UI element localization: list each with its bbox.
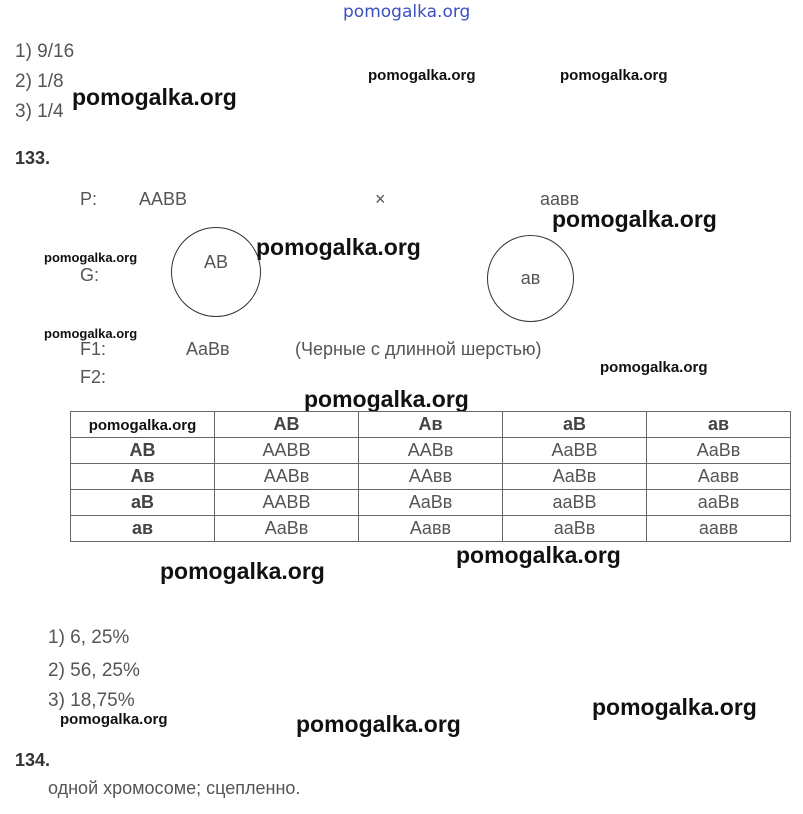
watermark: pomogalka.org [368,67,476,84]
gamete-1-label: AB [203,251,228,272]
punnett-cell: AABв [359,438,503,464]
punnett-cell: AaBв [215,516,359,542]
row-header: aB [71,490,215,516]
punnett-cell: AABв [215,464,359,490]
prev-answer-3: 3) 1/4 [15,101,64,122]
watermark: pomogalka.org [160,558,325,584]
punnett-cell: Aaвв [647,464,791,490]
watermark: pomogalka.org [88,417,197,434]
p-parent2: аавв [540,189,580,209]
punnett-row [71,490,791,516]
punnett-cell: AABB [215,438,359,464]
f1-label: F1: [80,339,107,359]
row-header: ав [71,516,215,542]
punnett-row [71,438,791,464]
punnett-cell: AaBв [647,438,791,464]
g-label: G: [80,265,100,285]
punnett-cell: aaBB [503,490,647,516]
watermark: pomogalka.org [592,694,757,720]
watermark: pomogalka.org [44,250,138,265]
f1-genotype: AaBв [186,339,230,359]
punnett-row [71,516,791,542]
watermark: pomogalka.org [600,359,708,376]
answer-2: 2) 56, 25% [48,660,140,681]
watermark: pomogalka.org [60,711,168,728]
task-134-text: одной хромосоме; сцепленно. [48,778,301,798]
watermark: pomogalka.org [560,67,668,84]
punnett-cell: AaBв [359,490,503,516]
answer-1: 1) 6, 25% [48,627,130,648]
col-header: ав [647,412,791,438]
prev-answer-2: 2) 1/8 [15,71,64,92]
gamete-circle-1 [171,227,261,317]
punnett-corner [71,412,215,438]
punnett-cell: aaвв [647,516,791,542]
p-label: P: [80,189,98,209]
punnett-cell: aaBв [503,516,647,542]
watermark: pomogalka.org [72,84,237,110]
f2-label: F2: [80,367,107,387]
punnett-row [71,464,791,490]
punnett-cell: Aaвв [359,516,503,542]
gamete-2-label: ав [520,268,541,288]
watermark: pomogalka.org [296,711,461,737]
p-parent1: AABB [139,189,188,209]
col-header: AB [215,412,359,438]
watermark: pomogalka.org [456,542,621,568]
task-number-134: 134. [15,750,51,770]
punnett-header-row [71,412,791,438]
row-header: Aв [71,464,215,490]
punnett-square [70,411,791,542]
answer-3: 3) 18,75% [48,690,135,711]
watermark: pomogalka.org [304,386,469,412]
punnett-cell: AaBв [503,464,647,490]
prev-answer-1: 1) 9/16 [15,41,75,62]
cross-symbol: × [375,189,386,209]
watermark: pomogalka.org [256,234,421,260]
punnett-cell: aaBв [647,490,791,516]
punnett-cell: AAвв [359,464,503,490]
row-header: AB [71,438,215,464]
punnett-cell: AaBB [503,438,647,464]
top-watermark: pomogalka.org [343,2,471,22]
col-header: aB [503,412,647,438]
watermark: pomogalka.org [552,206,717,232]
watermark: pomogalka.org [44,326,138,341]
punnett-cell: AABB [215,490,359,516]
gamete-circle-2 [487,235,574,322]
f1-phenotype: (Черные с длинной шерстью) [295,339,542,359]
col-header: Aв [359,412,503,438]
task-number-133: 133. [15,148,51,168]
